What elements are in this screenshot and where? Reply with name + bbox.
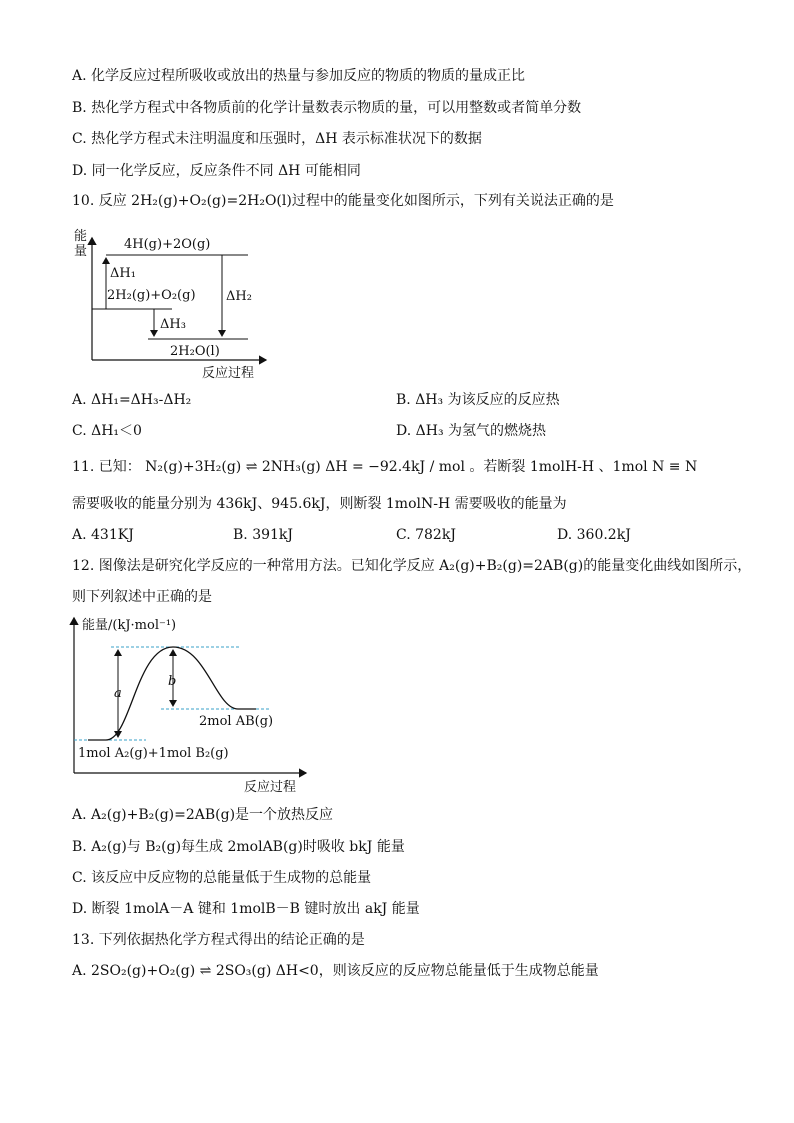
- q9-option-d: D. 同一化学反应，反应条件不同 ΔH 可能相同: [72, 163, 361, 179]
- q10-energy-diagram: [70, 226, 280, 382]
- q10-stem: 10. 反应 2H₂(g)+O₂(g)=2H₂O(l)过程中的能量变化如图所示，下列有关说法正确的是: [72, 193, 614, 209]
- q10-option-b: B. ΔH₃ 为该反应的反应热: [396, 392, 560, 408]
- q12-energy-curve: [66, 613, 316, 799]
- q12-option-d: D. 断裂 1molA－A 键和 1molB－B 键时放出 akJ 能量: [72, 901, 420, 917]
- q9-option-b: B. 热化学方程式中各物质前的化学计量数表示物质的量，可以用整数或者简单分数: [72, 100, 582, 116]
- q9-option-a: A. 化学反应过程所吸收或放出的热量与参加反应的物质的物质的量成正比: [72, 68, 526, 84]
- q12-a-label: a: [114, 686, 122, 701]
- q10-y-label-2: 量: [74, 244, 88, 259]
- q12-product-label: 2mol AB(g): [199, 714, 274, 729]
- q13-stem: 13. 下列依据热化学方程式得出的结论正确的是: [72, 932, 365, 948]
- q12-option-c: C. 该反应中反应物的总能量低于生成物的总能量: [72, 870, 372, 886]
- q11-option-a: A. 431KJ: [72, 527, 134, 543]
- q10-option-c: C. ΔH₁＜0: [72, 423, 142, 439]
- q10-level-top-label: 4H(g)+2O(g): [124, 237, 211, 252]
- q12-x-label: 反应过程: [244, 780, 297, 795]
- q10-level-bottom-label: 2H₂O(l): [170, 344, 220, 359]
- q11-option-c: C. 782kJ: [396, 527, 456, 543]
- q12-stem-line-2: 则下列叙述中正确的是: [72, 589, 212, 605]
- q10-dh2-label: ΔH₂: [226, 289, 252, 304]
- q10-dh3-label: ΔH₃: [160, 317, 186, 332]
- q11-stem-line-1: 11. 已知： N₂(g)+3H₂(g) ⇌ 2NH₃(g) ΔH = −92.4kJ / mol 。若断裂 1molH-H 、1mol N ≡ N: [72, 459, 698, 475]
- q10-y-label-1: 能: [74, 229, 88, 244]
- q9-option-c: C. 热化学方程式未注明温度和压强时，ΔH 表示标准状况下的数据: [72, 131, 482, 147]
- q10-option-d: D. ΔH₃ 为氢气的燃烧热: [396, 423, 547, 439]
- q11-option-d: D. 360.2kJ: [557, 527, 631, 543]
- q12-stem-line-1: 12. 图像法是研究化学反应的一种常用方法。已知化学反应 A₂(g)+B₂(g)=2AB(g)的能量变化曲线如图所示，: [72, 558, 752, 574]
- q12-y-label: 能量/(kJ·mol⁻¹): [82, 618, 177, 633]
- q12-option-a: A. A₂(g)+B₂(g)=2AB(g)是一个放热反应: [72, 807, 334, 823]
- q12-reactant-label: 1mol A₂(g)+1mol B₂(g): [78, 746, 229, 761]
- q11-option-b: B. 391kJ: [233, 527, 294, 543]
- q10-option-a: A. ΔH₁=ΔH₃-ΔH₂: [72, 392, 192, 408]
- q10-level-mid-label: 2H₂(g)+O₂(g): [107, 288, 196, 303]
- q12-option-b: B. A₂(g)与 B₂(g)每生成 2molAB(g)时吸收 bkJ 能量: [72, 839, 405, 855]
- q11-stem-line-2: 需要吸收的能量分别为 436kJ、945.6kJ，则断裂 1molN-H 需要吸收的能量为: [72, 496, 567, 512]
- q13-option-a: A. 2SO₂(g)+O₂(g) ⇌ 2SO₃(g) ΔH<0，则该反应的反应物总能量低于生成物总能量: [72, 963, 599, 979]
- q12-b-label: b: [168, 674, 177, 689]
- q10-x-label: 反应过程: [202, 366, 255, 381]
- q10-dh1-label: ΔH₁: [110, 266, 136, 281]
